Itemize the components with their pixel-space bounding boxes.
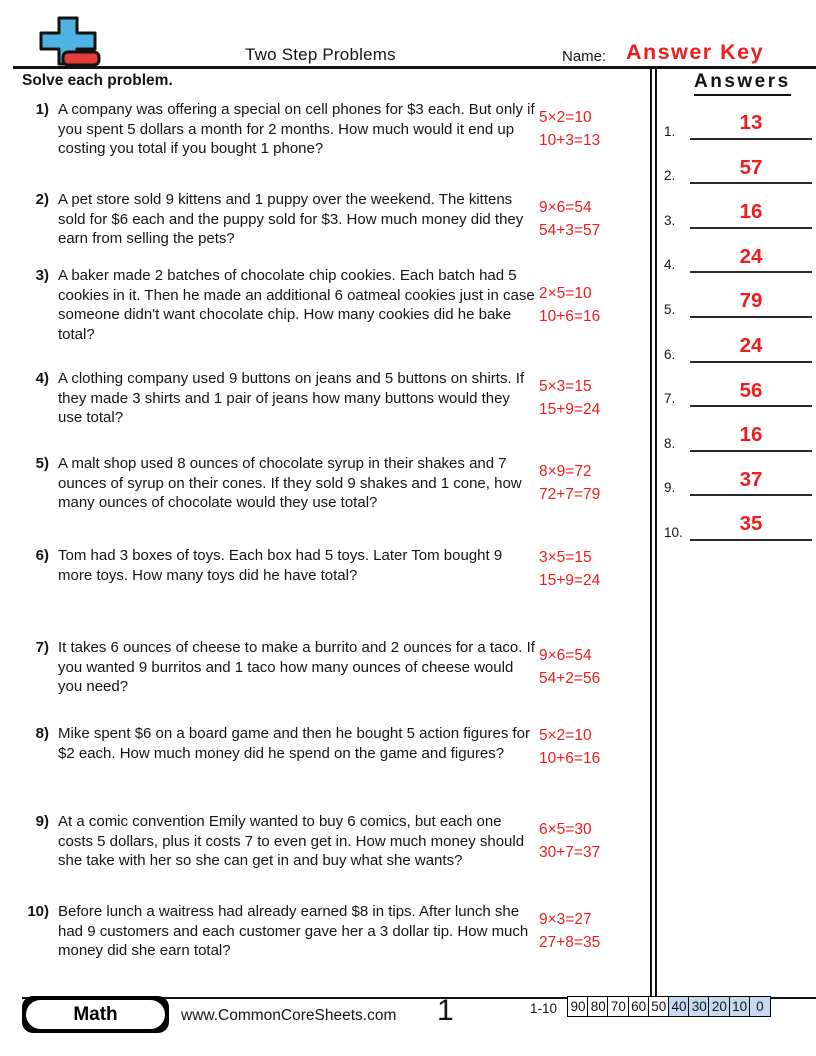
answer-list bbox=[664, 95, 812, 541]
problem-item bbox=[20, 190, 634, 249]
problem-item bbox=[20, 454, 634, 513]
score-range-label: 1-10 bbox=[530, 1001, 558, 1016]
work-line-2: 15+9=24 bbox=[539, 572, 601, 589]
problem-text: A pet store sold 9 kittens and 1 puppy over the weekend. The kittens sold for $6 each and the puppy sold for $3. How much money did they earn from selling the pets? bbox=[58, 191, 524, 247]
answer-number: 8. bbox=[664, 435, 676, 451]
answer-number: 3. bbox=[664, 212, 676, 228]
problem-text: At a comic convention Emily wanted to buy 6 comics, but each one costs 5 dollars, plus it costs 7 to even get in. How much money should she take with her so she can get in and buy what she wants? bbox=[58, 813, 525, 869]
answer-number: 7. bbox=[664, 391, 676, 407]
problem-text: Mike spent $6 on a board game and then he bought 5 action figures for $2 each. How much money did he spend on the game and figures? bbox=[58, 725, 530, 762]
answer-item bbox=[664, 452, 812, 497]
work-line-1: 5×2=10 bbox=[539, 109, 592, 127]
work-line-1: 6×5=30 bbox=[539, 821, 592, 839]
answer-item bbox=[664, 184, 812, 229]
work-line-1: 8×9=72 bbox=[539, 463, 592, 481]
score-cell: 40 bbox=[668, 996, 690, 1017]
answer-value: 13 bbox=[690, 113, 812, 140]
work-line-1: 3×5=15 bbox=[539, 549, 592, 566]
answer-item bbox=[664, 496, 812, 541]
work-line-1: 9×6=54 bbox=[539, 647, 592, 665]
problem-item bbox=[20, 546, 634, 592]
problem-item bbox=[20, 266, 634, 344]
problem-text: A clothing company used 9 buttons on jeans and 5 buttons on shirts. If they made 3 shirts and 1 pair of jeans how many buttons would they use total? bbox=[58, 370, 525, 426]
answer-item bbox=[664, 407, 812, 452]
problem-text: A malt shop used 8 ounces of chocolate syrup in their shakes and 7 ounces of syrup on their cones. If they sold 9 shakes and 1 cone, how many ounces of chocolate would they use total? bbox=[58, 455, 522, 511]
answer-number: 9. bbox=[664, 480, 676, 496]
page-number: 1 bbox=[437, 994, 454, 1027]
problem-number: 7) bbox=[35, 639, 49, 656]
work-line-2: 72+7=79 bbox=[539, 486, 601, 504]
problem-number: 10) bbox=[27, 903, 49, 920]
score-cell: 80 bbox=[587, 996, 609, 1017]
answers-heading: Answers bbox=[694, 71, 791, 96]
answer-item bbox=[664, 318, 812, 363]
answer-number: 6. bbox=[664, 346, 676, 362]
work-line-1: 5×3=15 bbox=[539, 378, 592, 396]
answer-number: 2. bbox=[664, 168, 676, 184]
problem-number: 8) bbox=[35, 725, 49, 742]
website-url: www.CommonCoreSheets.com bbox=[181, 1007, 397, 1024]
problem-work bbox=[539, 460, 600, 506]
answer-value: 24 bbox=[690, 336, 812, 363]
problem-number: 1) bbox=[35, 101, 49, 118]
answer-value: 57 bbox=[690, 158, 812, 185]
answer-value: 16 bbox=[690, 425, 812, 452]
problem-text: Tom had 3 boxes of toys. Each box had 5 toys. Later Tom bought 9 more toys. How many toys did he have total? bbox=[58, 547, 503, 584]
problem-number: 2) bbox=[35, 191, 49, 208]
score-cell: 90 bbox=[567, 996, 589, 1017]
answer-item bbox=[664, 273, 812, 318]
instructions: Solve each problem. bbox=[22, 72, 173, 89]
work-line-2: 10+6=16 bbox=[539, 750, 601, 767]
problem-item bbox=[20, 724, 634, 770]
answer-number: 10. bbox=[664, 524, 683, 540]
name-value-answer-key: Answer Key bbox=[626, 40, 765, 64]
work-line-1: 9×3=27 bbox=[539, 911, 592, 929]
problem-number: 4) bbox=[35, 370, 49, 387]
answer-number: 1. bbox=[664, 123, 676, 139]
problem-work bbox=[539, 546, 600, 592]
problem-item bbox=[20, 902, 634, 961]
answer-number: 4. bbox=[664, 257, 676, 273]
score-cell: 10 bbox=[729, 996, 751, 1017]
subject-badge bbox=[22, 996, 169, 1033]
math-plus-minus-logo-icon bbox=[37, 16, 101, 68]
score-cell: 0 bbox=[749, 996, 771, 1017]
work-line-1: 2×5=10 bbox=[539, 285, 592, 302]
subject-label: Math bbox=[26, 1000, 165, 1029]
name-label: Name: bbox=[562, 48, 607, 65]
answer-item bbox=[664, 95, 812, 140]
answer-value: 35 bbox=[690, 514, 812, 541]
problem-text: A company was offering a special on cell phones for $3 each. But only if you spent 5 dollars a month for 2 months. How much would it end up costing you total if you bought 1 phone? bbox=[58, 101, 535, 157]
work-line-2: 54+3=57 bbox=[539, 222, 601, 240]
work-line-2: 27+8=35 bbox=[539, 934, 601, 952]
answer-value: 37 bbox=[690, 470, 812, 497]
header-divider bbox=[13, 66, 816, 69]
problem-work bbox=[539, 724, 600, 770]
work-line-1: 9×6=54 bbox=[539, 199, 592, 217]
problem-item bbox=[20, 100, 634, 159]
score-cell: 70 bbox=[607, 996, 629, 1017]
problem-item bbox=[20, 369, 634, 428]
work-line-2: 10+6=16 bbox=[539, 308, 601, 325]
work-line-1: 5×2=10 bbox=[539, 727, 592, 744]
problem-number: 9) bbox=[35, 813, 49, 830]
problem-work bbox=[539, 106, 600, 152]
answers-column-divider bbox=[650, 69, 657, 997]
work-line-2: 15+9=24 bbox=[539, 401, 601, 419]
problem-work bbox=[539, 282, 600, 328]
answer-value: 16 bbox=[690, 202, 812, 229]
problem-text: A baker made 2 batches of chocolate chip cookies. Each batch had 5 cookies in it. Then he made an additional 6 oatmeal cookies just in case someone didn't want chocolate chip. How many cookies did he bake total? bbox=[58, 267, 535, 343]
score-cell: 30 bbox=[688, 996, 710, 1017]
score-cell: 50 bbox=[648, 996, 670, 1017]
answer-item bbox=[664, 229, 812, 274]
score-cell: 20 bbox=[708, 996, 730, 1017]
problem-work bbox=[539, 818, 600, 864]
problem-work bbox=[539, 644, 600, 690]
problem-item bbox=[20, 812, 634, 871]
score-table bbox=[567, 996, 771, 1017]
work-line-2: 10+3=13 bbox=[539, 132, 601, 150]
problem-work bbox=[539, 375, 600, 421]
problem-number: 6) bbox=[35, 547, 49, 564]
work-line-2: 54+2=56 bbox=[539, 670, 601, 688]
work-line-2: 30+7=37 bbox=[539, 844, 601, 862]
answer-value: 56 bbox=[690, 381, 812, 408]
problem-number: 5) bbox=[35, 455, 49, 472]
score-cell: 60 bbox=[628, 996, 650, 1017]
problem-work bbox=[539, 908, 600, 954]
answer-item bbox=[664, 140, 812, 185]
problem-text: It takes 6 ounces of cheese to make a burrito and 2 ounces for a taco. If you wanted 9 burritos and 1 taco how many ounces of cheese would you need? bbox=[58, 639, 535, 695]
problem-item bbox=[20, 638, 634, 697]
answer-value: 24 bbox=[690, 247, 812, 274]
answer-number: 5. bbox=[664, 301, 676, 317]
problem-text: Before lunch a waitress had already earned $8 in tips. After lunch she had 9 customers and each customer gave her a 3 dollar tip. How much money did she earn total? bbox=[58, 903, 529, 959]
answer-value: 79 bbox=[690, 291, 812, 318]
answer-item bbox=[664, 363, 812, 408]
problem-work bbox=[539, 196, 600, 242]
problem-number: 3) bbox=[35, 267, 49, 284]
page-title: Two Step Problems bbox=[245, 45, 396, 64]
